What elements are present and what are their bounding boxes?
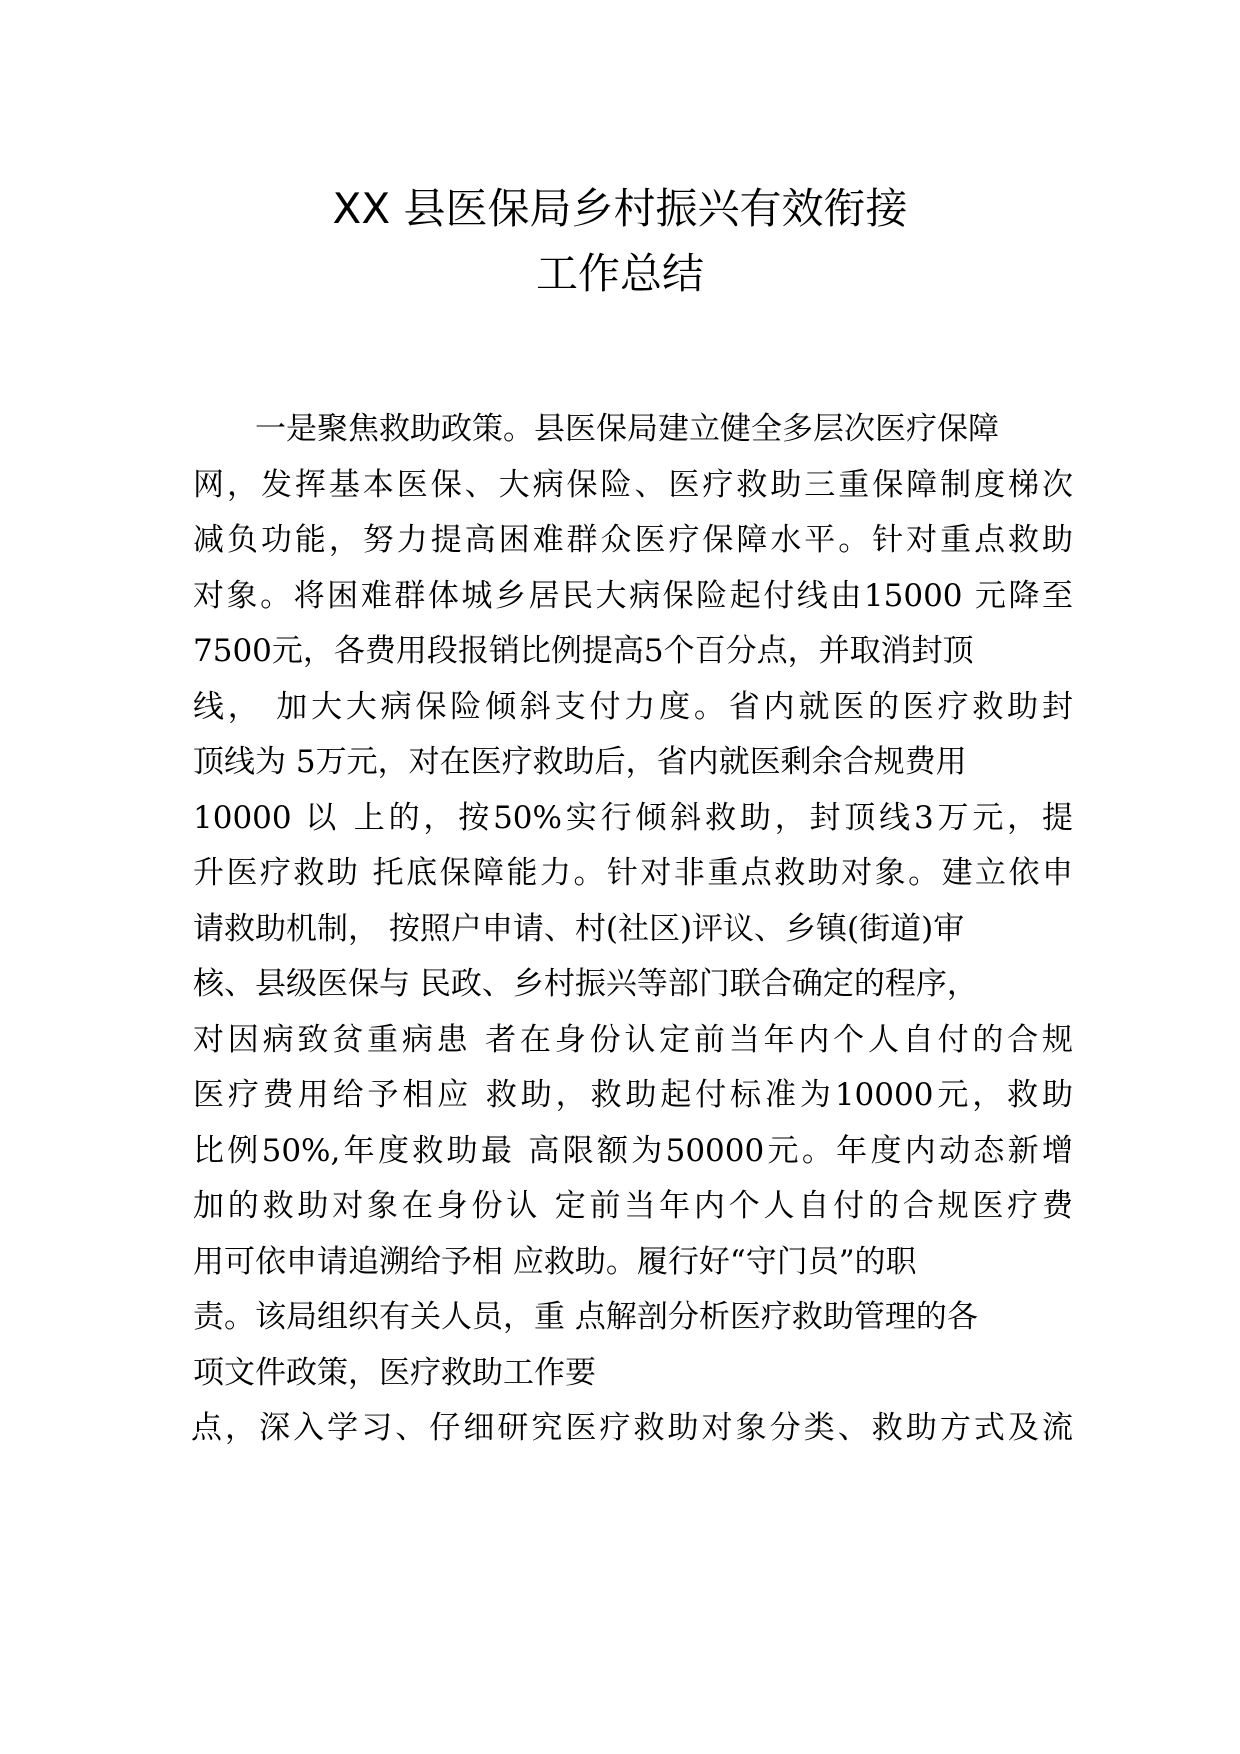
body-line: 请救助机制， 按照户申请、村(社区)评议、乡镇(街道)审: [193, 910, 965, 947]
body-line: 线， 加大大病保险倾斜支付力度。省内就医的医疗救助封: [193, 688, 1073, 725]
body-line: 对象。将困难群体城乡居民大病保险起付线由15000 元降至: [193, 577, 1073, 614]
body-line: 升医疗救助 托底保障能力。针对非重点救助对象。建立依申: [193, 855, 1073, 891]
body-line: 一是聚焦救助政策。县医保局建立健全多层次医疗保障: [255, 411, 999, 447]
body-line: 顶线为 5万元，对在医疗救助后，省内就医剩余合规费用: [193, 744, 967, 780]
body-line: 10000 以 上的，按50%实行倾斜救助，封顶线3万元，提: [193, 799, 1073, 836]
document-title-line-1: XX 县医保局乡村振兴有效衔接: [332, 184, 908, 233]
body-line: 责。该局组织有关人员，重 点解剖分析医疗救助管理的各: [193, 1299, 978, 1335]
document-title-line-2: 工作总结: [535, 249, 704, 298]
body-line: 对因病致贫重病患 者在身份认定前当年内个人自付的合规: [193, 1021, 1073, 1058]
body-line: 医疗费用给予相应 救助，救助起付标准为10000元，救助: [193, 1077, 1073, 1113]
body-line: 用可依申请追溯给予相 应救助。履行好“守门员”的职: [193, 1243, 917, 1280]
body-line: 比例50%,年度救助最 高限额为50000元。年度内动态新增: [193, 1132, 1073, 1169]
body-line: 加的救助对象在身份认 定前当年内个人自付的合规医疗费: [193, 1188, 1073, 1224]
body-line: 核、县级医保与 民政、乡村振兴等部门联合确定的程序，: [193, 966, 978, 1002]
body-line: 点，深入学习、仔细研究医疗救助对象分类、救助方式及流: [191, 1410, 1073, 1446]
body-line: 网，发挥基本医保、大病保险、医疗救助三重保障制度梯次: [193, 466, 1073, 503]
document-body: [193, 402, 1073, 1457]
body-line: 7500元，各费用段报销比例提高5个百分点，并取消封顶: [193, 633, 974, 669]
body-line: 减负功能，努力提高困难群众医疗保障水平。针对重点救助: [193, 522, 1073, 558]
body-line: 项文件政策，医疗救助工作要: [193, 1354, 596, 1391]
